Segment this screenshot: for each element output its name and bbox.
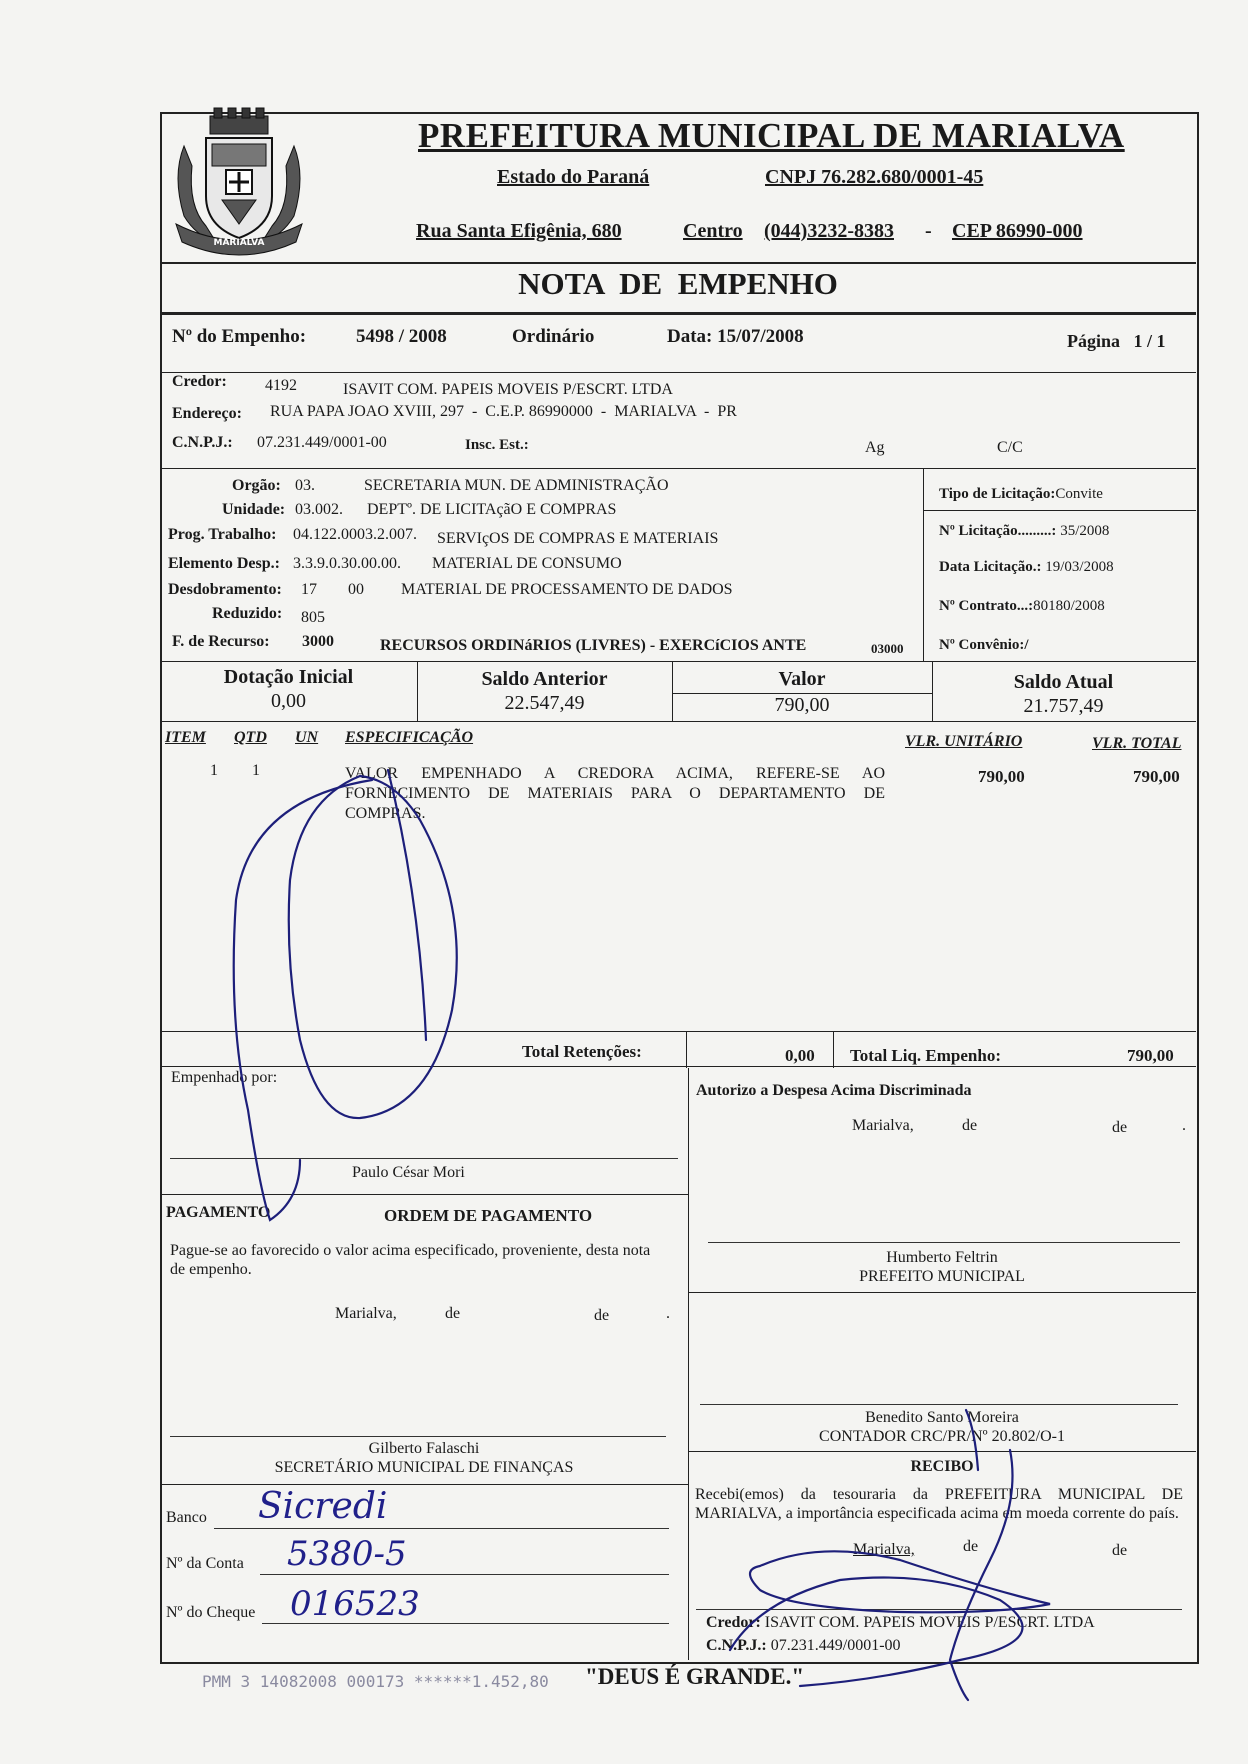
licitacao-date-value: 19/03/2008	[1045, 559, 1114, 575]
elemento-code: 3.3.9.0.30.00.00.	[293, 555, 401, 572]
empenho-label: Nº do Empenho:	[172, 326, 307, 347]
licitacao-date	[939, 559, 1114, 576]
conta-label: Nº da Conta	[166, 1555, 244, 1572]
cheque-value: 016523	[290, 1584, 420, 1624]
credor-label: Credor:	[172, 373, 227, 390]
saldo-atual-label: Saldo Atual	[1013, 671, 1114, 693]
header-separator: -	[925, 220, 932, 242]
prefeito-name: Humberto Feltrin	[886, 1249, 998, 1266]
unidade-name: DEPTº. DE LICITAçãO E COMPRAS	[367, 501, 617, 518]
total-retencoes-label: Total Retenções:	[522, 1042, 642, 1061]
credor-name: ISAVIT COM. PAPEIS MOVEIS P/ESCRT. LTDA	[343, 381, 673, 398]
autorizo-de-1: de	[962, 1117, 978, 1134]
reduzido-label: Reduzido:	[212, 605, 283, 622]
contrato-value: 80180/2008	[1033, 598, 1105, 614]
contrato-label: Nº Contrato...:	[939, 598, 1034, 614]
unidade-label: Unidade:	[222, 501, 286, 518]
prog-code: 04.122.0003.2.007.	[293, 526, 417, 543]
recibo-credor-label: Credor:	[706, 1614, 761, 1631]
tipo-licitacao-value: Convite	[1055, 486, 1103, 502]
pague-se-text: Pague-se ao favorecido o valor acima especificado, proveniente, desta nota de empenho.	[170, 1242, 651, 1278]
desdobramento-code2: 00	[348, 581, 364, 598]
recurso-code: 3000	[302, 633, 334, 650]
ag-label: Ag	[865, 439, 885, 456]
desdobramento-code: 17	[301, 581, 317, 598]
dotacao-value: 0,00	[271, 690, 306, 712]
tipo-licitacao-key: Tipo de Licitação:	[939, 486, 1056, 502]
recurso-label: F. de Recurso:	[172, 633, 270, 650]
item-qty: 1	[252, 762, 260, 779]
orgao-code: 03.	[295, 477, 315, 494]
empenhado-signer: Paulo César Mori	[352, 1164, 465, 1181]
prog-name: SERVIçOS DE COMPRAS E MATERIAIS	[437, 530, 719, 547]
item-total-value: 790,00	[1133, 767, 1180, 786]
banco-label: Banco	[166, 1509, 207, 1526]
col-header-total-value: VLR. TOTAL	[1092, 735, 1182, 752]
tipo-licitacao-label	[939, 486, 1103, 503]
licitacao-number-label: Nº Licitação.........:	[939, 523, 1057, 539]
coat-of-arms-icon	[166, 106, 312, 256]
header-street: Rua Santa Efigênia, 680	[416, 220, 622, 242]
seal-ribbon-text: MARIALVA	[213, 238, 265, 248]
saldo-atual-value: 21.757,49	[1023, 695, 1104, 717]
col-header-spec: ESPECIFICAÇÃO	[345, 729, 474, 746]
licitacao-number-value: 35/2008	[1060, 523, 1110, 539]
recibo-credor	[706, 1614, 1095, 1632]
total-liquido-label: Total Liq. Empenho:	[850, 1046, 1001, 1065]
cnpj-label: C.N.P.J.:	[172, 434, 233, 451]
insc-label: Insc. Est.:	[465, 437, 529, 453]
cheque-label: Nº do Cheque	[166, 1604, 256, 1621]
total-retencoes-value: 0,00	[785, 1046, 815, 1065]
item-unit-value: 790,00	[978, 767, 1025, 786]
item-number: 1	[210, 762, 218, 779]
municipality-title: PREFEITURA MUNICIPAL DE MARIALVA	[418, 116, 1125, 155]
total-liquido-value: 790,00	[1127, 1046, 1174, 1065]
cash-register-stamp: PMM 3 14082008 000173 ******1.452,80	[202, 1672, 549, 1691]
banco-value: Sicredi	[258, 1486, 388, 1527]
elemento-label: Elemento Desp.:	[168, 555, 280, 572]
address-label: Endereço:	[172, 405, 242, 422]
col-header-un: UN	[295, 729, 319, 746]
saldo-anterior-value: 22.547,49	[504, 692, 585, 714]
pagamento-label: PAGAMENTO	[166, 1204, 271, 1221]
pagamento-de-1: de	[445, 1305, 461, 1322]
recibo-cnpj-value: 07.231.449/0001-00	[770, 1637, 901, 1654]
contador-title: CONTADOR CRC/PR/Nº 20.802/O-1	[819, 1428, 1065, 1445]
col-header-qtd: QTD	[234, 729, 267, 746]
header-cep: CEP 86990-000	[952, 220, 1083, 242]
recurso-name: RECURSOS ORDINáRIOS (LIVRES) - EXERCíCIOS ANTE	[380, 637, 807, 654]
desdobramento-name: MATERIAL DE PROCESSAMENTO DE DADOS	[401, 581, 733, 598]
footer-motto: "DEUS É GRANDE."	[585, 1664, 805, 1689]
conta-value: 5380-5	[287, 1534, 407, 1574]
ordem-pagamento-label: ORDEM DE PAGAMENTO	[384, 1206, 593, 1225]
contador-name: Benedito Santo Moreira	[865, 1409, 1019, 1426]
pagamento-dot: .	[666, 1305, 670, 1322]
autorizo-label: Autorizo a Despesa Acima Discriminada	[696, 1082, 972, 1099]
unidade-code: 03.002.	[295, 501, 343, 518]
prog-label: Prog. Trabalho:	[168, 526, 277, 543]
autorizo-city: Marialva,	[852, 1117, 914, 1134]
recibo-city: Marialva,	[853, 1541, 915, 1558]
desdobramento-label: Desdobramento:	[168, 581, 282, 598]
recibo-text: Recebi(emos) da tesouraria da PREFEITURA MUNICIPAL DE MARIALVA, a importância especificada acima em moeda corrente do país.	[695, 1486, 1183, 1522]
credor-address: RUA PAPA JOAO XVIII, 297 - C.E.P. 86990000 - MARIALVA - PR	[270, 403, 737, 420]
recibo-cnpj-label: C.N.P.J.:	[706, 1637, 767, 1654]
state-name: Estado do Paraná	[497, 166, 650, 188]
pagamento-city: Marialva,	[335, 1305, 397, 1322]
secretario-title: SECRETÁRIO MUNICIPAL DE FINANÇAS	[274, 1459, 574, 1476]
contrato	[939, 598, 1105, 615]
header-district: Centro	[683, 220, 743, 242]
convenio-label: Nº Convênio:/	[939, 637, 1029, 653]
recibo-title: RECIBO	[910, 1458, 974, 1475]
document-title: NOTA DE EMPENHO	[518, 266, 838, 301]
elemento-name: MATERIAL DE CONSUMO	[432, 555, 622, 572]
pagamento-de-2: de	[594, 1307, 610, 1324]
valor-label: Valor	[778, 668, 826, 690]
credor-cnpj: 07.231.449/0001-00	[257, 434, 387, 451]
secretario-name: Gilberto Falaschi	[368, 1440, 480, 1457]
autorizo-de-2: de	[1112, 1119, 1128, 1136]
dotacao-label: Dotação Inicial	[223, 666, 354, 688]
header-cnpj: CNPJ 76.282.680/0001-45	[765, 166, 984, 188]
empenhado-por-label: Empenhado por:	[171, 1069, 278, 1086]
recibo-de-1: de	[963, 1538, 979, 1555]
col-header-unit-value: VLR. UNITÁRIO	[905, 733, 1023, 750]
col-header-item: ITEM	[165, 729, 206, 746]
reduzido-value: 805	[301, 609, 325, 626]
cc-label: C/C	[997, 439, 1023, 456]
recibo-cnpj	[706, 1637, 901, 1655]
empenho-date: Data: 15/07/2008	[667, 326, 804, 347]
licitacao-number	[939, 523, 1109, 540]
recurso-code2: 03000	[871, 641, 904, 656]
empenho-type: Ordinário	[512, 326, 595, 347]
autorizo-dot: .	[1182, 1117, 1186, 1134]
valor-value: 790,00	[774, 694, 830, 716]
item-spec: VALOR EMPENHADO A CREDORA ACIMA, REFERE-SE AO FORNECIMENTO DE MATERIAIS PARA O DEPARTAMENTO DE COMPRAS.	[345, 765, 885, 822]
recibo-de-2: de	[1112, 1542, 1128, 1559]
orgao-name: SECRETARIA MUN. DE ADMINISTRAÇÃO	[364, 477, 669, 494]
credor-code: 4192	[265, 377, 297, 394]
orgao-label: Orgão:	[232, 477, 281, 494]
recibo-credor-name: ISAVIT COM. PAPEIS MOVEIS P/ESCRT. LTDA	[764, 1614, 1095, 1631]
header-phone: (044)3232-8383	[764, 220, 894, 242]
empenho-number: 5498 / 2008	[356, 326, 447, 347]
page-indicator: Página 1 / 1	[1067, 331, 1166, 351]
saldo-anterior-label: Saldo Anterior	[481, 668, 608, 690]
prefeito-title: PREFEITO MUNICIPAL	[859, 1268, 1025, 1285]
licitacao-date-label: Data Licitação.:	[939, 559, 1042, 575]
